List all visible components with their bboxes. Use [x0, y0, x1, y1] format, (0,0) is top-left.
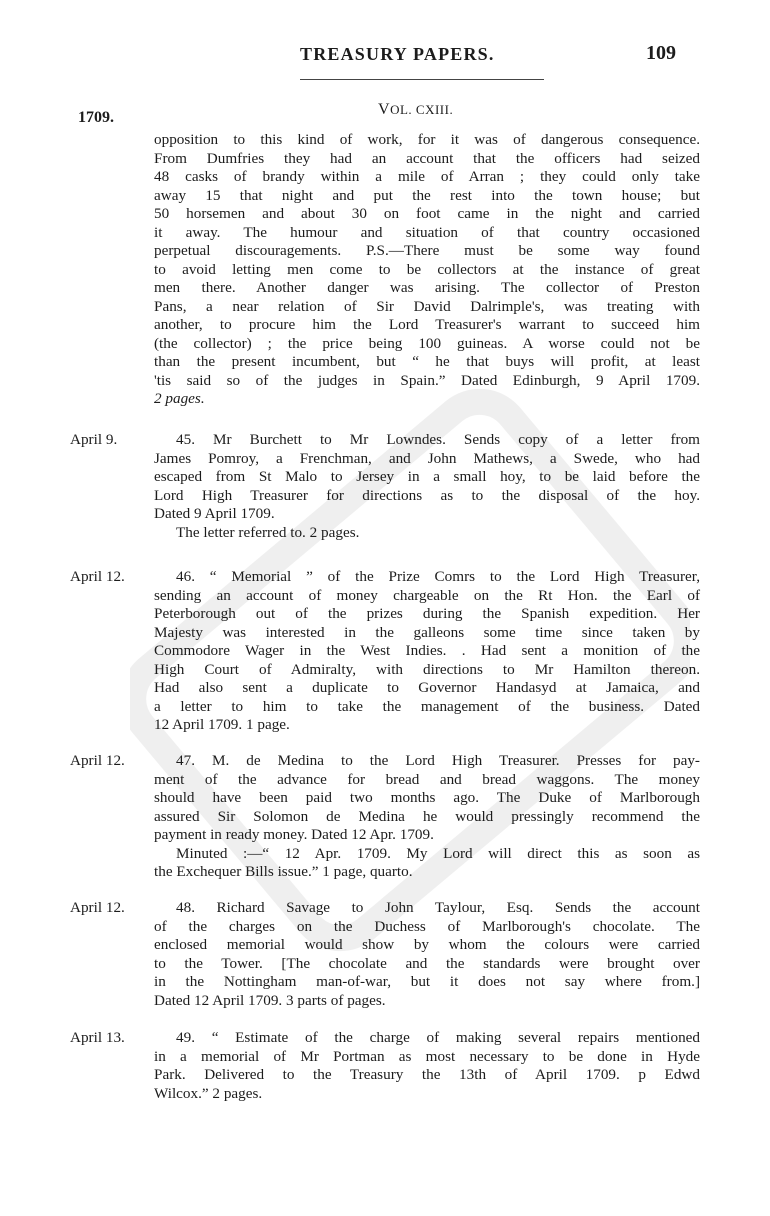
text-line: enclosed memorial would show by whom the colours were carried [154, 936, 700, 953]
text-line: Peterborough out of the prizes during the Spanish expedition. Her [154, 605, 700, 622]
text-line: Dated 9 April 1709. [154, 505, 275, 522]
text-line: another, to procure him the Lord Treasurer's warrant to succeed him [154, 316, 700, 333]
text-line: James Pomroy, a Frenchman, and John Mathews, a Swede, who had [154, 449, 700, 467]
text-line: Had also sent a duplicate to Governor Handasyd at Jamaica, and [154, 679, 700, 696]
volume-rest: OL. CXIII. [390, 102, 454, 117]
text-line: Wilcox.” 2 pages. [154, 1084, 263, 1102]
entry-49 [154, 1029, 700, 1103]
text-line: to avoid letting men come to be collectors at the instance of great [154, 260, 700, 278]
entry-date: April 9. [70, 431, 118, 448]
text-line: 48 casks of brandy within a mile of Arran ; they could only take [154, 168, 700, 185]
text-line: should have been paid two months ago. The Duke of Marlborough [154, 789, 700, 806]
text-line: the Exchequer Bills issue.” 1 page, quarto. [154, 863, 413, 880]
text-line: than the present incumbent, but “ he that buys will profit, at least [154, 353, 700, 370]
entry-47 [154, 752, 700, 882]
text-line: payment in ready money. Dated 12 Apr. 1709. [154, 826, 434, 843]
text-line: 50 horsemen and about 30 on foot came in the night and carried [154, 205, 700, 222]
text-line: in a memorial of Mr Portman as most necessary to be done in Hyde [154, 1047, 700, 1065]
text-line: perpetual discouragements. P.S.—There must be some way found [154, 242, 700, 259]
text-line: 47. M. de Medina to the Lord High Treasurer. Presses for pay- [176, 752, 700, 769]
text-line: 12 April 1709. 1 page. [154, 716, 290, 733]
header-rule [300, 79, 544, 80]
entry-date: April 12. [70, 752, 125, 769]
text-line: Lord High Treasurer for directions as to the disposal of the hoy. [154, 486, 700, 504]
page-number: 109 [646, 42, 676, 64]
text-line: a letter to him to take the management of the business. Dated [154, 697, 700, 715]
entry-date: April 12. [70, 568, 125, 585]
text-line: High Court of Admiralty, with directions to Mr Hamilton thereon. [154, 660, 700, 678]
text-line: Majesty was interested in the galleons some time since taken by [154, 623, 700, 641]
entry-46 [154, 568, 700, 735]
opening-paragraph [154, 131, 700, 409]
text-line: (the collector) ; the price being 100 guineas. A worse could not be [154, 334, 700, 352]
text-line: From Dumfries they had an account that the officers had seized [154, 149, 700, 167]
entry-date: April 13. [70, 1029, 125, 1046]
text-line: sending an account of money chargeable on the Rt Hon. the Earl of [154, 586, 700, 604]
text-line: ment of the advance for bread and bread waggons. The money [154, 770, 700, 788]
entry-45 [154, 431, 700, 542]
text-line: it away. The humour and situation of that country occasioned [154, 223, 700, 241]
text-line: 49. “ Estimate of the charge of making several repairs mentioned [176, 1029, 700, 1046]
text-line: 'tis said so of the judges in Spain.” Dated Edinburgh, 9 April 1709. [154, 371, 700, 389]
text-line: away 15 that night and put the rest into the town house; but [154, 186, 700, 204]
running-header-title: TREASURY PAPERS. [300, 44, 495, 64]
text-line: 48. Richard Savage to John Taylour, Esq. Sends the account [176, 899, 700, 916]
text-line: Minuted :—“ 12 Apr. 1709. My Lord will direct this as soon as [176, 844, 700, 862]
text-line: escaped from St Malo to Jersey in a small hoy, to be laid before the [154, 468, 700, 485]
text-line: The letter referred to. 2 pages. [176, 523, 360, 541]
entry-48 [154, 899, 700, 1010]
volume-heading [378, 101, 453, 119]
text-line: 46. “ Memorial ” of the Prize Comrs to the Lord High Treasurer, [176, 568, 700, 585]
volume-prefix: V [378, 101, 391, 118]
text-line: to the Tower. [The chocolate and the standards were brought over [154, 954, 700, 972]
text-line: 2 pages. [154, 390, 205, 407]
text-line: Park. Delivered to the Treasury the 13th of April 1709. p Edwd [154, 1066, 700, 1083]
text-line: Commodore Wager in the West Indies. . Had sent a monition of the [154, 642, 700, 659]
text-line: Dated 12 April 1709. 3 parts of pages. [154, 991, 386, 1009]
text-line: 45. Mr Burchett to Mr Lowndes. Sends copy of a letter from [176, 431, 700, 448]
text-line: assured Sir Solomon de Medina he would pressingly recommend the [154, 807, 700, 825]
margin-year: 1709. [78, 109, 114, 126]
text-line: of the charges on the Duchess of Marlborough's chocolate. The [154, 917, 700, 935]
entry-date: April 12. [70, 899, 125, 916]
text-line: opposition to this kind of work, for it was of dangerous consequence. [154, 131, 700, 148]
text-line: men there. Another danger was arising. The collector of Preston [154, 279, 700, 296]
text-line: Pans, a near relation of Sir David Dalrimple's, was treating with [154, 297, 700, 315]
text-line: in the Nottingham man-of-war, but it does not say where from.] [154, 973, 700, 990]
